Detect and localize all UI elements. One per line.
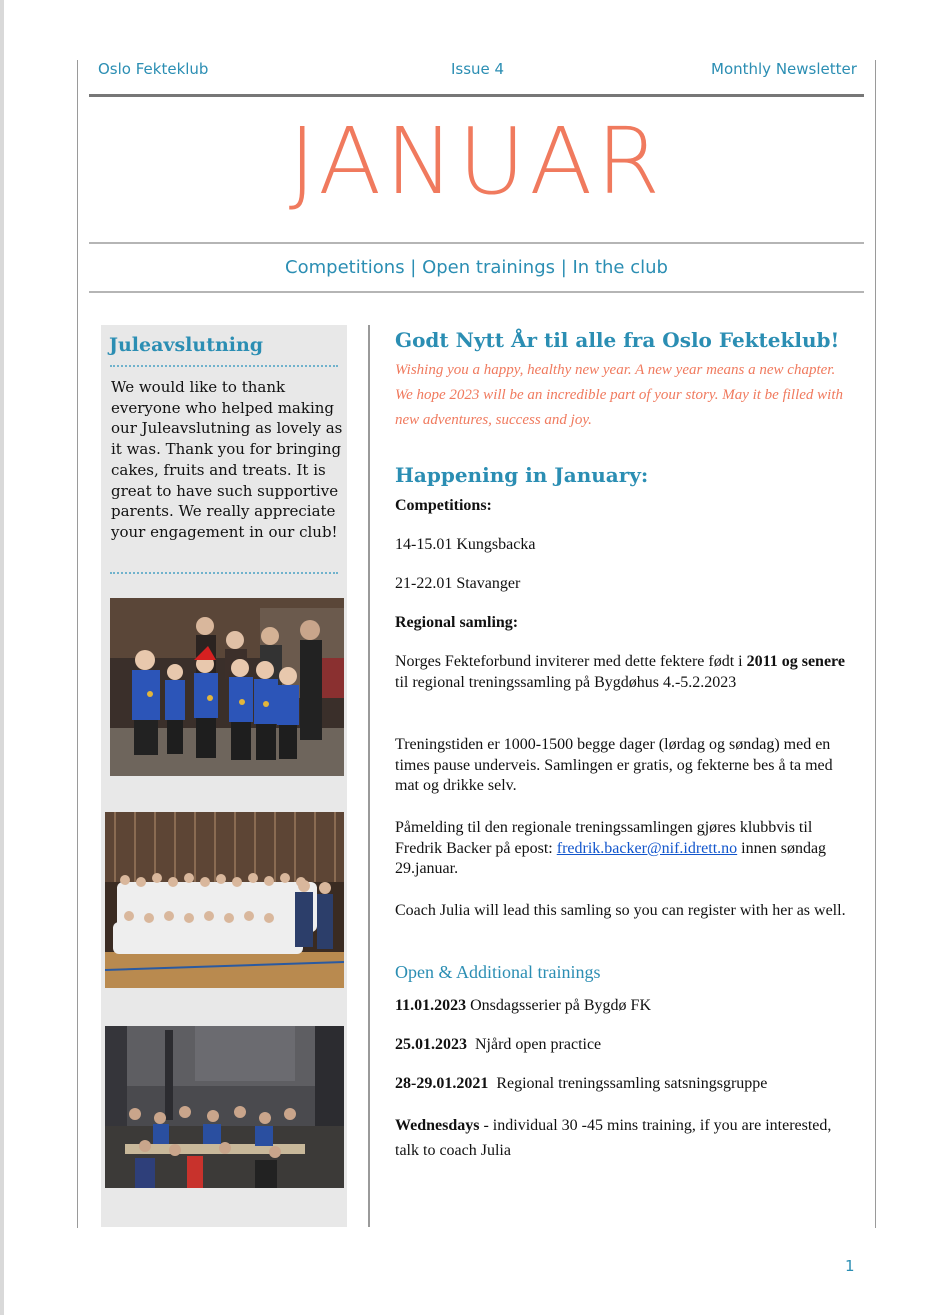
training-text: Regional treningssamling satsningsgruppe (488, 1075, 768, 1092)
title-rule-bottom (89, 291, 864, 293)
photo-club-group (105, 812, 344, 988)
regional-paragraph-3 (395, 818, 855, 880)
header-club-name: Oslo Fekteklub (98, 60, 209, 78)
happening-title: Happening in January: (395, 463, 649, 487)
sidebar-dotted-rule-top (110, 365, 338, 367)
header-newsletter-type: Monthly Newsletter (711, 60, 857, 78)
regional-paragraph-2: Treningstiden er 1000-1500 begge dager (lørdag og søndag) med en times pause underveis. Samlingen er gratis, og fekterne bes å ta med mat og drikke selv. (395, 736, 833, 794)
regional-p1-bold: 2011 og senere (746, 653, 845, 670)
greeting-title: Godt Nytt År til alle fra Oslo Fekteklub! (395, 328, 840, 352)
regional-p1-text: Norges Fekteforbund inviterer med dette fektere født i (395, 653, 747, 670)
frame-left-line (77, 60, 78, 1228)
sidebar-dotted-rule-bottom (110, 572, 338, 574)
training-text: Njård open practice (467, 1036, 602, 1053)
regional-p1-text-end: til regional treningssamling på Bygdøhus 4.-5.2.2023 (395, 673, 737, 691)
header-rule (89, 94, 864, 97)
regional-paragraph-1 (395, 652, 855, 693)
greeting-text: Wishing you a happy, healthy new year. A new year means a new chapter. We hope 2023 will be an incredible part of your story. May it be filled with new adventures, success and joy. (395, 362, 844, 428)
training-text: Onsdagsserier på Bygdø FK (466, 997, 651, 1014)
page-shadow (0, 0, 4, 1315)
wednesdays-paragraph (395, 1113, 855, 1163)
training-item (395, 996, 855, 1017)
training-date: 25.01.2023 (395, 1036, 467, 1053)
wednesdays-label: Wednesdays (395, 1117, 480, 1134)
photo-party-room (105, 1026, 344, 1188)
competition-item: 14-15.01 Kungsbacka (395, 536, 536, 553)
photo-medal-group (110, 598, 344, 776)
regional-p3-text-end: innen søndag 29.januar. (395, 839, 827, 877)
regional-label: Regional samling: (395, 614, 519, 631)
sidebar-title: Juleavslutning (109, 334, 264, 356)
regional-p3-text: Påmelding til den regionale treningssamlingen gjøres klubbvis til Fredrik Backer på epost: (395, 819, 813, 857)
competitions-label: Competitions: (395, 497, 492, 514)
section-navigation: Competitions | Open trainings | In the club (285, 257, 668, 278)
competition-item: 21-22.01 Stavanger (395, 575, 521, 592)
title-rule-top (89, 242, 864, 244)
wednesdays-text: - individual 30 -45 mins training, if you are interested, talk to coach Julia (395, 1117, 832, 1159)
email-link[interactable]: fredrik.backer@nif.idrett.no (556, 839, 738, 857)
month-title: JANUAR (288, 108, 665, 215)
training-item (395, 1074, 855, 1095)
page-number: 1 (845, 1257, 855, 1275)
open-trainings-title: Open & Additional trainings (395, 962, 601, 982)
column-divider (368, 325, 370, 1227)
frame-right-line (875, 60, 876, 1228)
header-issue: Issue 4 (451, 60, 505, 78)
training-date: 11.01.2023 (395, 997, 467, 1014)
regional-paragraph-4: Coach Julia will lead this samling so you can register with her as well. (395, 902, 846, 919)
training-date: 28-29.01.2021 (395, 1075, 489, 1092)
training-item (395, 1035, 855, 1056)
sidebar-text: We would like to thank everyone who helped making our Juleavslutning as lovely as it was. Thank you for bringing cakes, fruits and treats. It is great to have such supportive parents. We really appreciate your engagement in our club! (111, 378, 343, 541)
